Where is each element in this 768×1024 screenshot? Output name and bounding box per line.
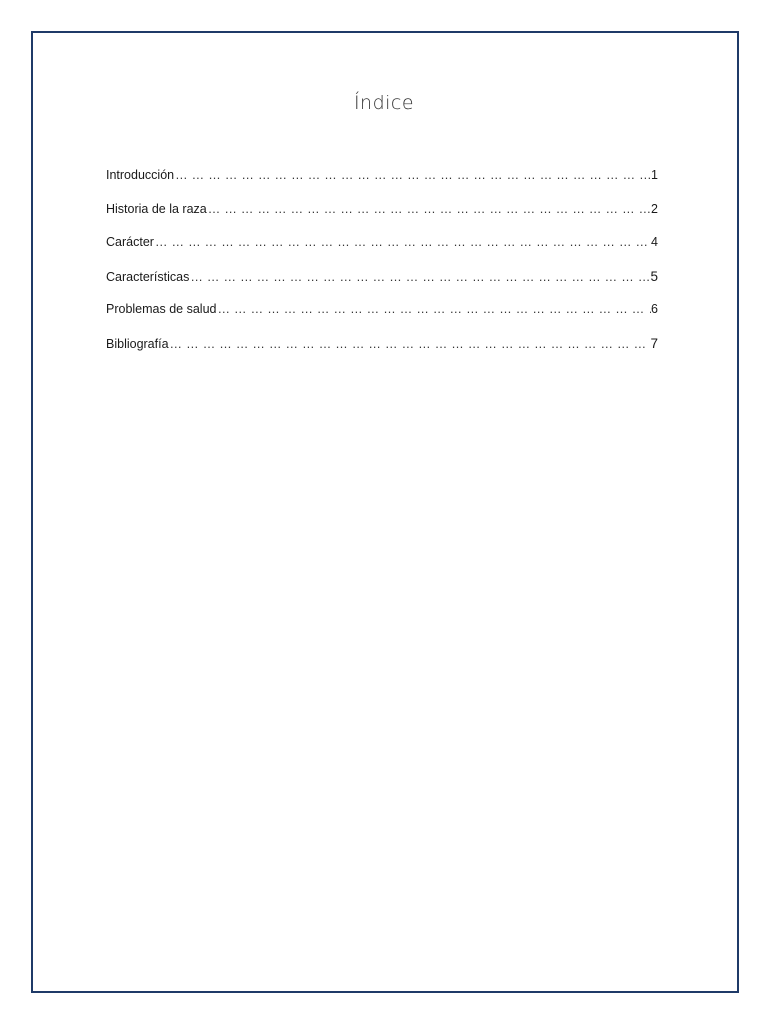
toc-entry-label: Bibliografía bbox=[106, 336, 169, 351]
toc-entry-introduccion[interactable] bbox=[106, 168, 658, 188]
table-of-contents bbox=[106, 168, 658, 369]
toc-entry-page-number: 2 bbox=[651, 201, 658, 216]
toc-dot-leader bbox=[169, 337, 651, 351]
toc-entry-page-number: 5 bbox=[650, 268, 658, 284]
toc-entry-label: Características bbox=[106, 269, 190, 284]
toc-entry-label: Problemas de salud bbox=[106, 302, 217, 316]
toc-entry-label: Introducción bbox=[106, 168, 175, 182]
toc-entry-page-number: 4 bbox=[651, 235, 658, 249]
toc-entry-problemas-de-salud[interactable] bbox=[106, 302, 658, 322]
toc-dot-leader bbox=[174, 168, 651, 182]
toc-dot-leader bbox=[216, 302, 651, 316]
toc-entry-bibliografia[interactable] bbox=[106, 336, 658, 356]
toc-dot-leader bbox=[154, 235, 651, 249]
page-title: Índice bbox=[353, 92, 415, 114]
toc-entry-label: Historia de la raza bbox=[106, 201, 207, 216]
toc-entry-page-number: 1 bbox=[651, 168, 658, 182]
toc-entry-page-number: 7 bbox=[650, 335, 658, 351]
toc-entry-caracter[interactable] bbox=[106, 235, 658, 255]
toc-entry-historia[interactable] bbox=[106, 202, 658, 222]
toc-entry-label: Carácter bbox=[106, 235, 154, 249]
toc-entry-caracteristicas[interactable] bbox=[106, 269, 658, 289]
toc-dot-leader bbox=[189, 270, 650, 284]
toc-dot-leader bbox=[207, 202, 651, 216]
toc-entry-page-number: 6 bbox=[651, 302, 658, 316]
